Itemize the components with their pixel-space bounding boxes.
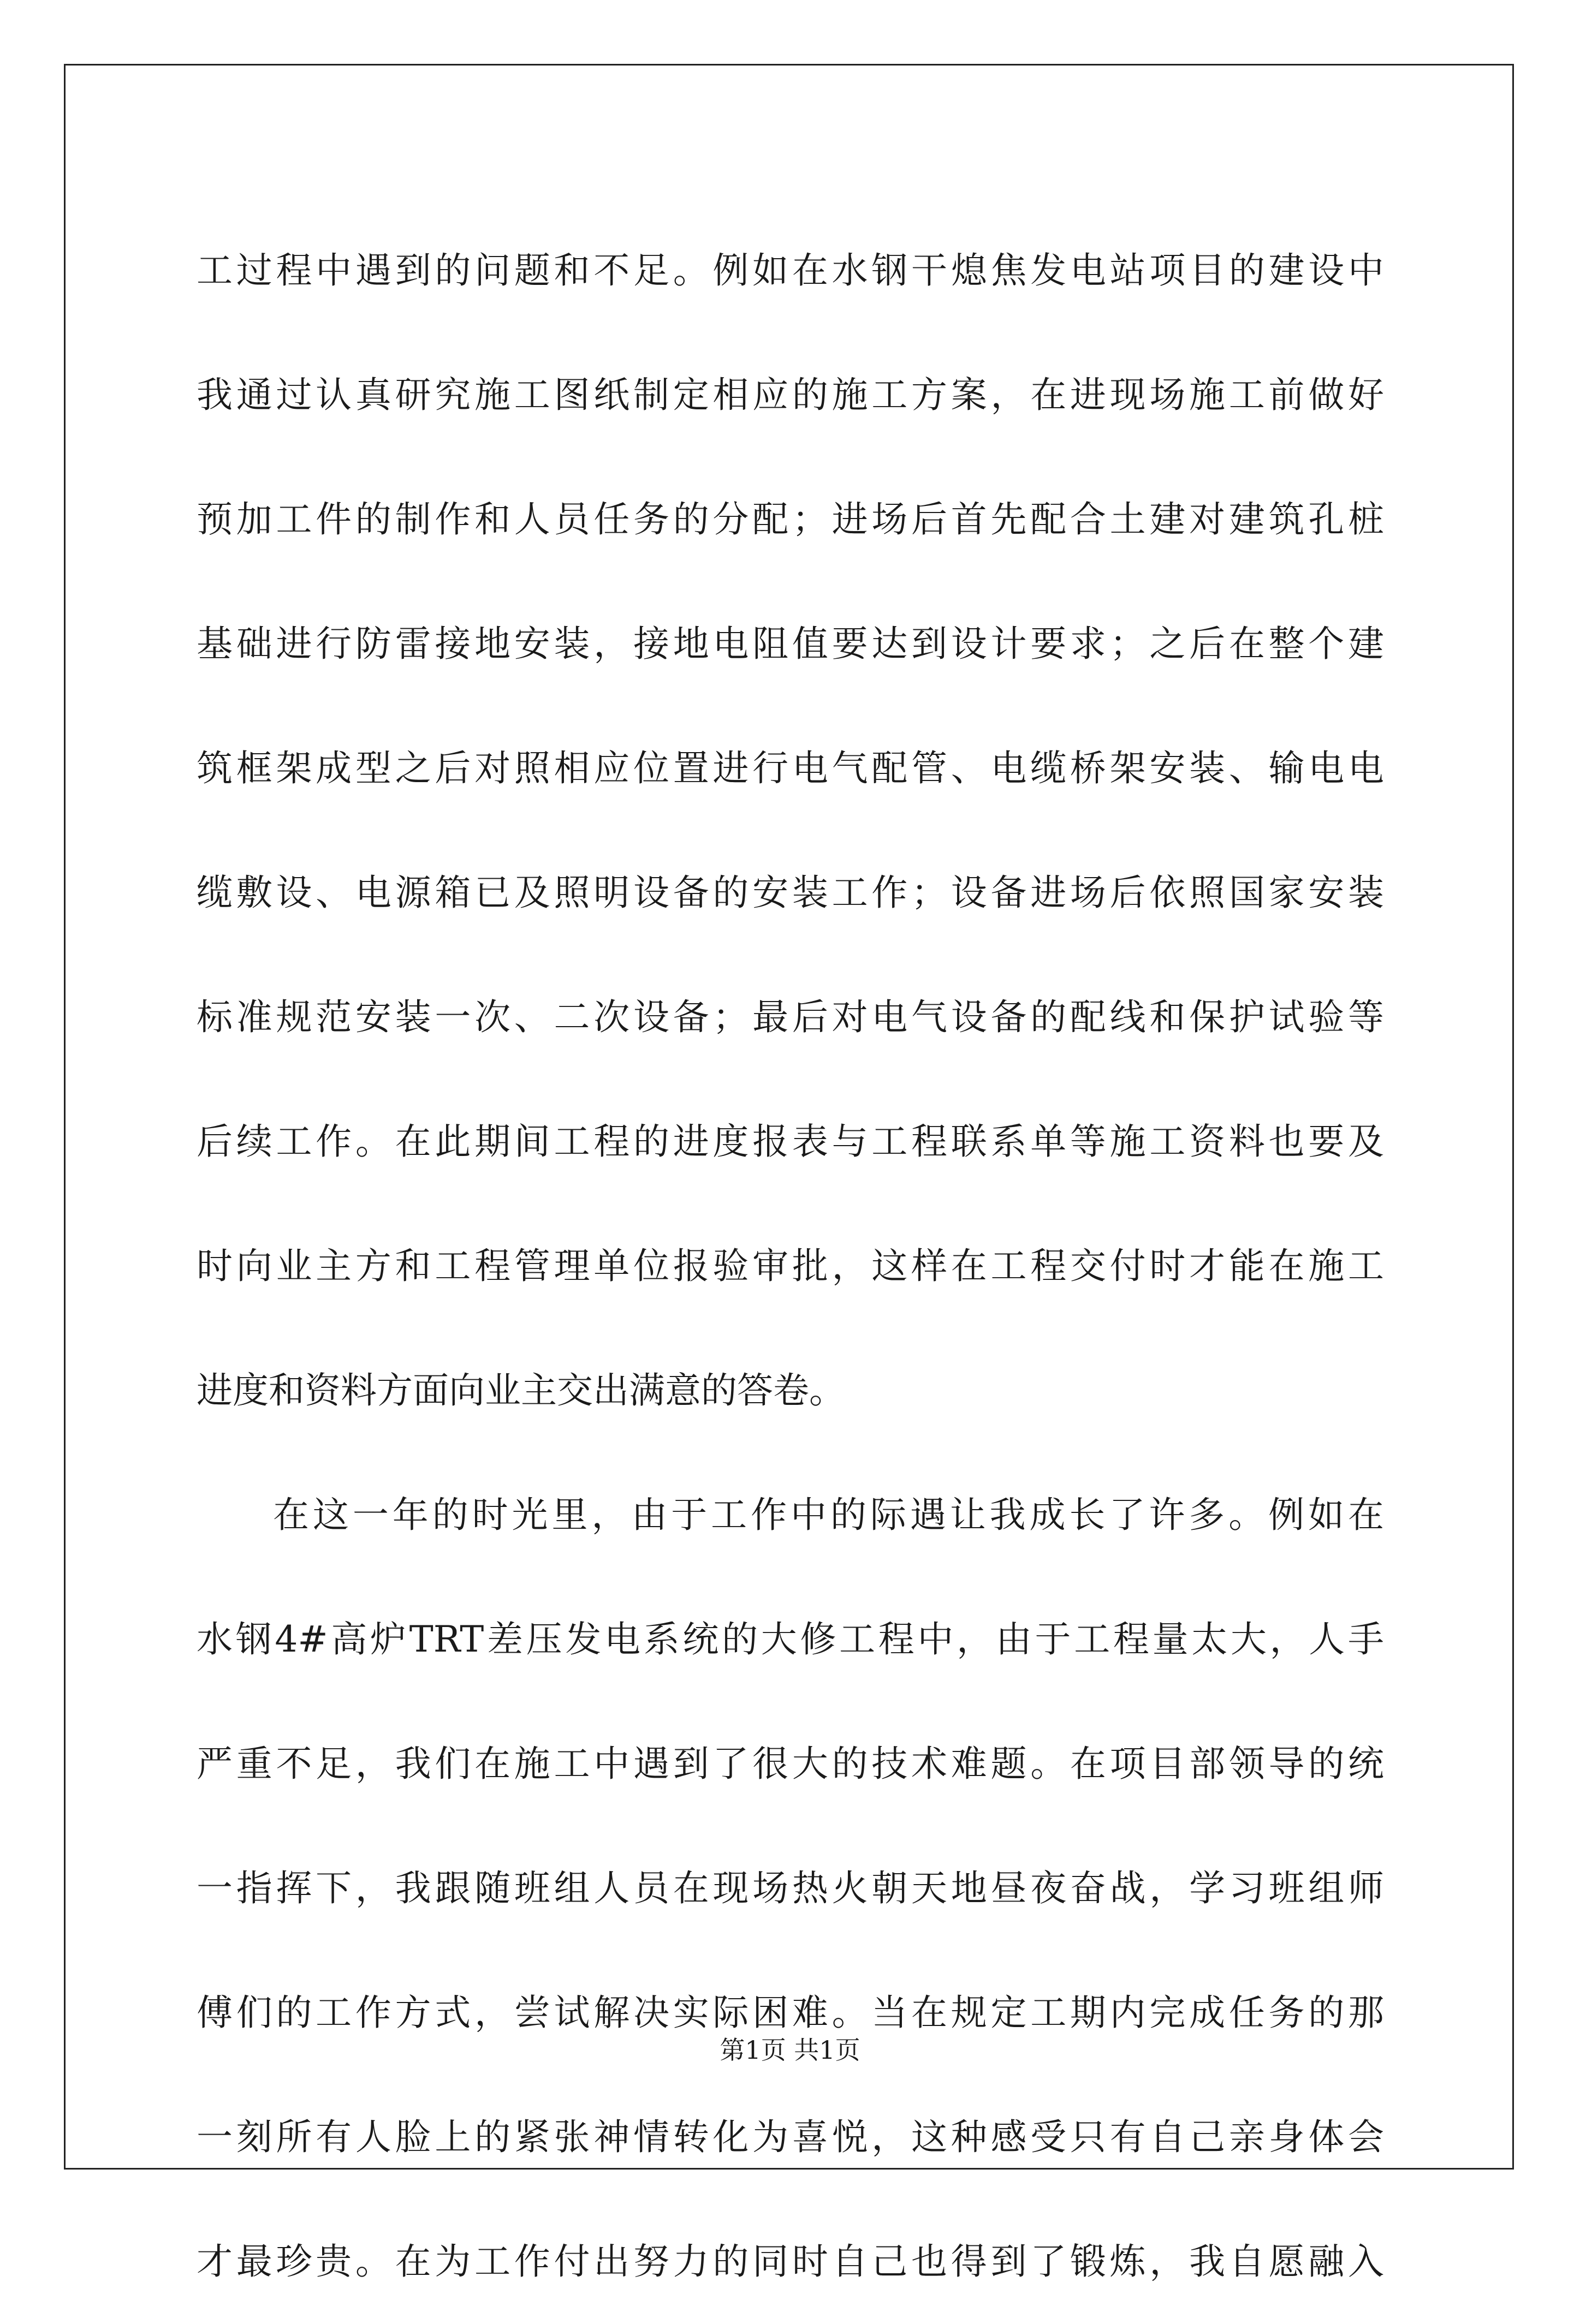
paragraph-2 xyxy=(197,1453,1384,2324)
text-line: 水钢4#高炉TRT差压发电系统的大修工程中，由于工程量太大，人手 xyxy=(197,1618,1384,1660)
text-line: 时向业主方和工程管理单位报验审批，这样在工程交付时才能在施工 xyxy=(197,1245,1384,1287)
text-line: 严重不足，我们在施工中遇到了很大的技术难题。在项目部领导的统 xyxy=(197,1743,1384,1785)
text-line: 傅们的工作方式，尝试解决实际困难。当在规定工期内完成任务的那 xyxy=(197,1992,1384,2034)
text-line: 缆敷设、电源箱已及照明设备的安装工作；设备进场后依照国家安装 xyxy=(197,872,1384,914)
text-line: 标准规范安装一次、二次设备；最后对电气设备的配线和保护试验等 xyxy=(197,996,1384,1038)
text-line: 进度和资料方面向业主交出满意的答卷。 xyxy=(197,1369,845,1411)
text-line: 才最珍贵。在为工作付出努力的同时自己也得到了锻炼，我自愿融入 xyxy=(197,2240,1384,2283)
document-body xyxy=(197,208,1384,2324)
text-line: 后续工作。在此期间工程的进度报表与工程联系单等施工资料也要及 xyxy=(197,1121,1384,1163)
text-line: 我通过认真研究施工图纸制定相应的施工方案，在进现场施工前做好 xyxy=(197,374,1384,416)
text-line: 筑框架成型之后对照相应位置进行电气配管、电缆桥架安装、输电电 xyxy=(197,747,1384,789)
text-line: 在这一年的时光里，由于工作中的际遇让我成长了许多。例如在 xyxy=(273,1494,1384,1536)
text-line: 一指挥下，我跟随班组人员在现场热火朝天地昼夜奋战，学习班组师 xyxy=(197,1867,1384,1909)
paragraph-1 xyxy=(197,208,1384,1453)
page-number-footer: 第1页 共1页 xyxy=(720,2035,860,2065)
text-line: 工过程中遇到的问题和不足。例如在水钢干熄焦发电站项目的建设中 xyxy=(197,249,1384,291)
text-line: 基础进行防雷接地安装，接地电阻值要达到设计要求；之后在整个建 xyxy=(197,623,1384,665)
text-line: 预加工件的制作和人员任务的分配；进场后首先配合土建对建筑孔桩 xyxy=(197,498,1384,540)
text-line: 一刻所有人脸上的紧张神情转化为喜悦，这种感受只有自己亲身体会 xyxy=(197,2116,1384,2158)
